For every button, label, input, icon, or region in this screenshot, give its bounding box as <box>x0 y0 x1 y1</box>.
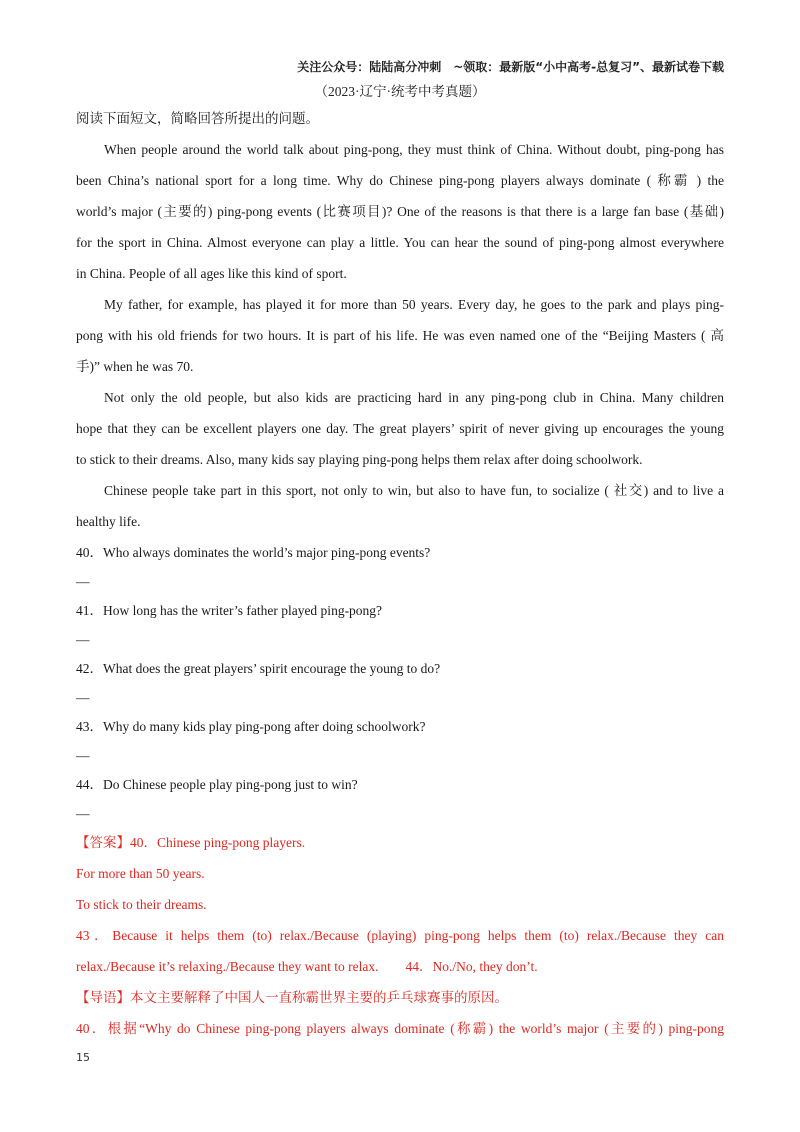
source-note: （2023·辽宁·统考中考真题） <box>314 84 486 99</box>
passage-line: 手)” when he was 70. <box>76 359 194 374</box>
page-header: 关注公众号：陆陆高分冲刺 ~领取：最新版“小中高考-总复习”、最新试卷下载 <box>297 60 724 74</box>
passage-line: Not only the old people, but also kids are practicing hard in any ping-pong club in China. Many children <box>104 390 724 405</box>
page-number: 15 <box>76 1051 90 1064</box>
answer-heading: 【答案】40．Chinese ping-pong players. <box>76 835 306 850</box>
answer-blank: — <box>76 806 90 821</box>
passage-line: to stick to their dreams. Also, many kids say playing ping-pong helps them relax after doing schoolwork. <box>76 452 643 467</box>
answer-blank: — <box>76 632 90 647</box>
answer-41: For more than 50 years. <box>76 866 205 881</box>
explanation-40: 40．根据“Why do Chinese ping-pong players always dominate (称霸) the world’s major (主要的) ping-pong <box>76 1021 724 1036</box>
passage-line: hope that they can be excellent players one day. The great players’ spirit of never giving up encourages the young <box>76 421 724 436</box>
answer-42: To stick to their dreams. <box>76 897 207 912</box>
answer-43: 43．Because it helps them (to) relax./Because (playing) ping-pong helps them (to) relax./Because they can <box>76 928 724 943</box>
passage-line: world’s major (主要的) ping-pong events (比赛项目)? One of the reasons is that there is a large fan base (基础) <box>76 204 724 219</box>
instruction: 阅读下面短文，简略回答所提出的问题。 <box>76 111 319 126</box>
passage-line: been China’s national sport for a long time. Why do Chinese ping-pong players always dominate ( 称霸 ) the <box>76 173 724 188</box>
answer-blank: — <box>76 748 90 763</box>
passage-line: My father, for example, has played it for more than 50 years. Every day, he goes to the park and plays ping- <box>104 297 724 312</box>
passage-line: healthy life. <box>76 514 141 529</box>
answer-blank: — <box>76 574 90 589</box>
passage-line: Chinese people take part in this sport, not only to win, but also to have fun, to socialize ( 社交) and to live a <box>104 483 724 498</box>
document-body <box>76 103 724 1044</box>
passage-line: When people around the world talk about ping-pong, they must think of China. Without doubt, ping-pong has <box>104 142 724 157</box>
passage-line: for the sport in China. Almost everyone can play a little. You can hear the sound of ping-pong almost everywhere <box>76 235 724 250</box>
answer-43-44: relax./Because it’s relaxing./Because they want to relax. 44．No./No, they don’t. <box>76 959 538 974</box>
question-41: 41．How long has the writer’s father played ping-pong? <box>76 603 383 618</box>
passage-line: pong with his old friends for two hours. It is part of his life. He was even named one of the “Beijing Masters ( 高 <box>76 328 724 343</box>
question-44: 44．Do Chinese people play ping-pong just to win? <box>76 777 358 792</box>
question-42: 42．What does the great players’ spirit encourage the young to do? <box>76 661 441 676</box>
question-40: 40．Who always dominates the world’s major ping-pong events? <box>76 545 431 560</box>
answer-blank: — <box>76 690 90 705</box>
passage-line: in China. People of all ages like this kind of sport. <box>76 266 347 281</box>
guide-text: 【导语】本文主要解释了中国人一直称霸世界主要的乒乓球赛事的原因。 <box>76 990 508 1005</box>
question-43: 43．Why do many kids play ping-pong after doing schoolwork? <box>76 719 426 734</box>
